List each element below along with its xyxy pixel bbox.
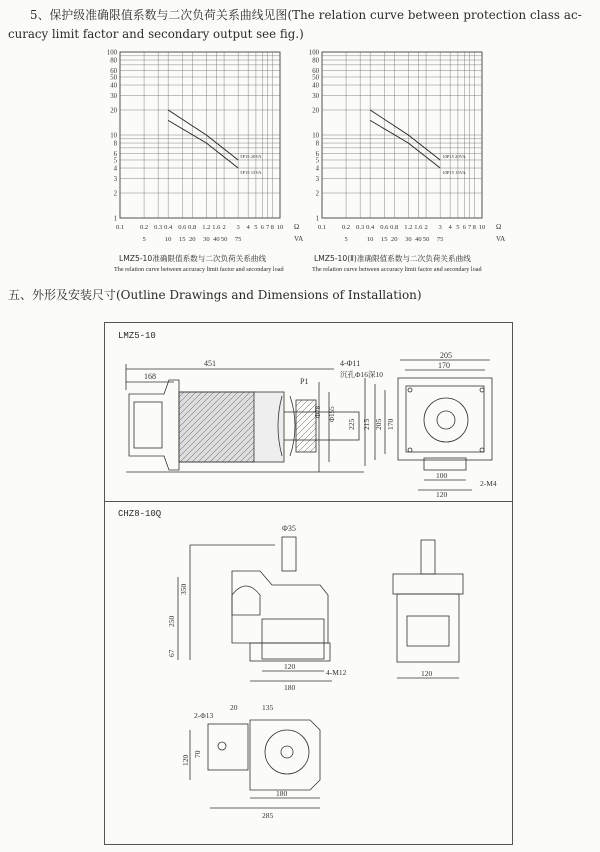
x-tick-ohm: 8: [270, 224, 274, 231]
x-tick-ohm: 3: [438, 224, 442, 231]
dim-168: 168: [144, 372, 156, 381]
x-tick-ohm: 6: [260, 224, 264, 231]
x-tick-ohm: 0.4: [366, 224, 375, 231]
x-tick-va: 15: [381, 236, 388, 243]
x-tick-ohm: 7: [265, 224, 270, 231]
dim-phi155: Φ155: [328, 406, 336, 422]
x-tick-ohm: 2: [222, 224, 226, 231]
x-tick-va: 20: [390, 236, 398, 243]
y-tick-label: 20: [312, 107, 319, 115]
x-tick-va: 50: [220, 236, 228, 243]
y-tick-label: 1: [315, 215, 319, 223]
y-tick-label: 20: [110, 107, 117, 115]
dim-70: 70: [193, 750, 202, 758]
chz-side-view: [385, 530, 475, 690]
chz-model-label: CHZ8-10Q: [118, 509, 162, 519]
dim-180b: 180: [276, 789, 288, 798]
x-unit-va: VA: [294, 235, 304, 243]
dim-120v: 120: [181, 754, 190, 766]
x-unit-ohm: Ω: [496, 223, 502, 231]
dim-205: 205: [440, 351, 452, 360]
x-tick-va: 5: [142, 236, 146, 243]
x-tick-va: 15: [179, 236, 186, 243]
x-tick-ohm: 0.3: [154, 224, 163, 231]
dim-205v: 205: [374, 418, 383, 430]
chart0-title: LMZ5-10准确限值系数与二次负荷关系曲线: [119, 254, 267, 263]
section6-title: 五、外形及安装尺寸(Outline Drawings and Dimensions of Installation): [8, 288, 422, 302]
x-tick-ohm: 1.6: [212, 224, 221, 231]
y-tick-label: 100: [106, 49, 117, 57]
x-tick-ohm: 10: [478, 224, 486, 231]
y-tick-label: 50: [312, 74, 319, 82]
dim-120: 120: [436, 490, 448, 499]
x-tick-va: 10: [366, 236, 374, 243]
x-tick-va: 20: [188, 236, 196, 243]
lmz-end-view: [340, 350, 512, 500]
x-tick-ohm: 10: [276, 224, 284, 231]
dim-225: 225: [347, 418, 356, 430]
x-tick-ohm: 0.4: [164, 224, 173, 231]
x-tick-ohm: 5: [456, 224, 460, 231]
chart1-subtitle: The relation curve between accuracy limit factor and secondary load: [312, 266, 482, 273]
dim-67: 67: [167, 649, 176, 657]
y-tick-label: 5: [113, 157, 117, 165]
x-tick-ohm: 1.6: [414, 224, 423, 231]
x-tick-va: 40: [415, 236, 422, 243]
x-tick-va: 40: [213, 236, 220, 243]
section5-line2: curacy limit factor and secondary output see fig.): [8, 27, 304, 41]
dim-phi78: Φ78: [314, 405, 322, 418]
x-tick-va: 75: [436, 236, 444, 243]
dim-170: 170: [438, 361, 450, 370]
holes-label: 4-Φ11: [340, 359, 361, 368]
dim-285: 285: [262, 811, 274, 820]
x-tick-ohm: 1.2: [202, 224, 211, 231]
x-tick-ohm: 2: [424, 224, 428, 231]
series-label: 5P15 20VA: [240, 153, 262, 159]
x-tick-ohm: 0.2: [140, 224, 149, 231]
y-tick-label: 60: [312, 67, 319, 75]
x-tick-ohm: 0.1: [317, 224, 327, 231]
dim-135: 135: [262, 703, 274, 712]
y-tick-label: 4: [113, 165, 117, 173]
dim-215: 215: [362, 418, 371, 430]
x-tick-ohm: 0.6: [380, 224, 389, 231]
x-tick-ohm: 4: [448, 224, 452, 231]
y-tick-label: 1: [113, 215, 117, 223]
x-unit-ohm: Ω: [294, 223, 300, 231]
y-tick-label: 3: [315, 175, 319, 183]
x-tick-va: 30: [203, 236, 210, 243]
chart1-title: LMZ5-10(Ⅱ)准确限值系数与二次负荷关系曲线: [314, 254, 471, 263]
x-tick-ohm: 6: [462, 224, 466, 231]
dim-350: 350: [179, 583, 188, 595]
chz-front-view: [150, 515, 360, 695]
x-tick-va: 75: [234, 236, 242, 243]
dim-180: 180: [284, 683, 296, 692]
dim-20: 20: [230, 703, 238, 712]
y-tick-label: 3: [113, 175, 117, 183]
y-tick-label: 40: [312, 82, 319, 90]
x-tick-ohm: 8: [472, 224, 476, 231]
x-tick-ohm: 7: [467, 224, 472, 231]
m12-label: 4-M12: [326, 668, 347, 677]
lmz-model-label: LMZ5-10: [118, 331, 156, 341]
m4-label: 2-M4: [480, 479, 497, 488]
y-tick-label: 80: [312, 57, 319, 65]
series-label: 10P15 20VA: [442, 153, 466, 159]
y-tick-label: 2: [315, 190, 319, 198]
dim-170v: 170: [386, 418, 395, 430]
x-tick-ohm: 0.3: [356, 224, 365, 231]
x-tick-ohm: 5: [254, 224, 258, 231]
y-tick-label: 8: [315, 140, 319, 148]
y-tick-label: 100: [308, 49, 319, 57]
y-tick-label: 50: [110, 74, 117, 82]
series-line: [370, 120, 440, 168]
y-tick-label: 30: [312, 92, 319, 100]
y-tick-label: 6: [315, 150, 319, 158]
y-tick-label: 40: [110, 82, 117, 90]
series-label: 5P15 15VA: [240, 170, 262, 176]
series-line: [168, 120, 238, 168]
hole-label: 2-Φ13: [194, 711, 214, 720]
dim-phi35: Φ35: [282, 524, 296, 533]
x-tick-va: 30: [405, 236, 412, 243]
y-tick-label: 6: [113, 150, 117, 158]
y-tick-label: 4: [315, 165, 319, 173]
x-tick-va: 5: [344, 236, 348, 243]
chart-lmz5-ii: [292, 40, 532, 250]
y-tick-label: 5: [315, 157, 319, 165]
x-tick-va: 50: [422, 236, 430, 243]
x-tick-ohm: 0.8: [188, 224, 197, 231]
x-tick-ohm: 0.6: [178, 224, 187, 231]
y-tick-label: 30: [110, 92, 117, 100]
chz-top-view: [180, 700, 350, 840]
x-tick-ohm: 1.2: [404, 224, 413, 231]
y-tick-label: 60: [110, 67, 117, 75]
dim-120-chz: 120: [284, 662, 296, 671]
y-tick-label: 10: [110, 132, 117, 140]
x-tick-ohm: 0.2: [342, 224, 351, 231]
y-tick-label: 8: [113, 140, 117, 148]
chart0-subtitle: The relation curve between accuracy limit factor and secondary load: [114, 266, 284, 273]
x-unit-va: VA: [496, 235, 506, 243]
dim-100: 100: [436, 471, 448, 480]
y-tick-label: 2: [113, 190, 117, 198]
y-tick-label: 80: [110, 57, 117, 65]
dim-250: 250: [167, 615, 176, 627]
x-tick-ohm: 0.1: [115, 224, 125, 231]
y-tick-label: 10: [312, 132, 319, 140]
x-tick-ohm: 0.8: [390, 224, 399, 231]
countersink-label: 沉孔Φ16深10: [340, 370, 383, 379]
series-label: 10P15 15VA: [442, 170, 466, 176]
dim-451: 451: [204, 359, 216, 368]
dim-120b: 120: [421, 669, 433, 678]
x-tick-ohm: 4: [246, 224, 250, 231]
x-tick-va: 10: [164, 236, 172, 243]
x-tick-ohm: 3: [236, 224, 240, 231]
p1-label: P1: [300, 377, 309, 386]
section5-line1: 5、保护级准确限值系数与二次负荷关系曲线见图(The relation curve between protection class ac-: [30, 8, 582, 22]
